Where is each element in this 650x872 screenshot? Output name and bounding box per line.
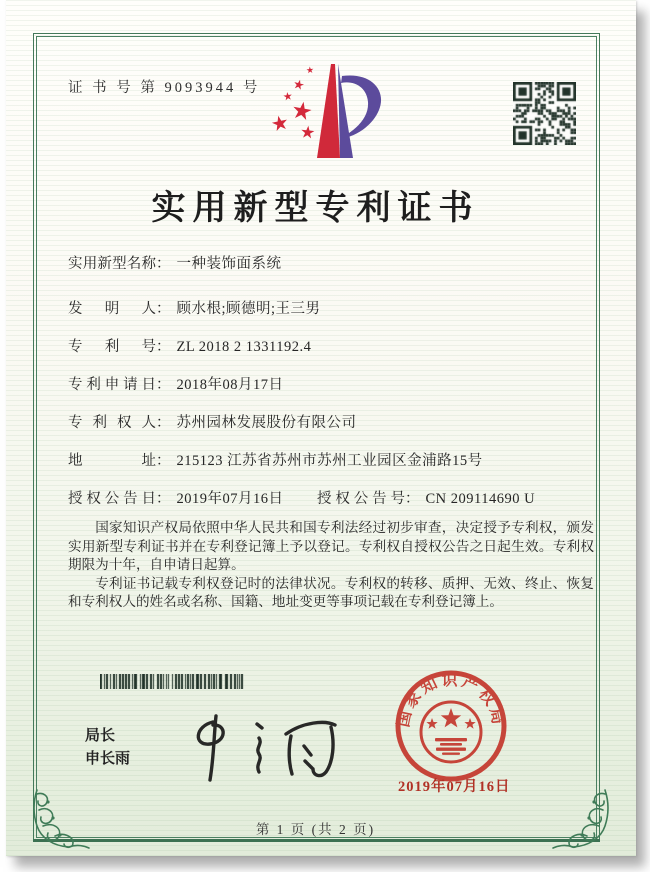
field-colon: ： bbox=[156, 339, 171, 355]
certificate-paper bbox=[6, 0, 636, 856]
field-colon: ： bbox=[156, 377, 171, 393]
field-value: 2018年08月17日 bbox=[176, 377, 284, 393]
field-row bbox=[68, 373, 284, 394]
field-pair-secondary bbox=[317, 487, 535, 508]
field-value: 2019年07月16日 bbox=[176, 491, 284, 507]
certificate-title: 实用新型专利证书 bbox=[151, 190, 480, 227]
certificate-border-bottom-line bbox=[33, 839, 600, 842]
national-emblem-icon bbox=[421, 702, 481, 762]
field-value: 215123 江苏省苏州市苏州工业园区金浦路15号 bbox=[176, 453, 483, 469]
barcode bbox=[100, 674, 246, 689]
field-row bbox=[68, 449, 483, 470]
field-row bbox=[68, 411, 357, 432]
field-label: 专利申请日 bbox=[68, 377, 156, 393]
field-value: CN 209114690 U bbox=[425, 491, 536, 507]
legal-paragraph: 专利证书记载专利权登记时的法律状况。专利权的转移、质押、无效、终止、恢复和专利权人的姓名或名称、国籍、地址变更等事项记载在专利登记簿上。 bbox=[68, 575, 594, 610]
field-value: 苏州园林发展股份有限公司 bbox=[176, 415, 357, 431]
field-value: ZL 2018 2 1331192.4 bbox=[176, 339, 312, 355]
field-colon: ： bbox=[156, 453, 171, 469]
field-colon: ： bbox=[156, 256, 171, 272]
logo-star-icon: ★ bbox=[305, 64, 315, 76]
legal-paragraph: 国家知识产权局依照中华人民共和国专利法经过初步审查，决定授予专利权，颁发实用新型专利证书并在专利登记簿上予以登记。专利权自授权公告之日起生效。专利权期限为十年，自申请日起算。 bbox=[68, 520, 594, 573]
field-value: 一种装饰面系统 bbox=[176, 256, 282, 272]
field-label: 地址 bbox=[68, 453, 156, 469]
field-label: 专利权人 bbox=[68, 415, 156, 431]
field-colon: ： bbox=[156, 301, 171, 317]
logo-star-icon: ★ bbox=[288, 97, 315, 127]
field-colon: ： bbox=[405, 491, 420, 507]
field-colon: ： bbox=[156, 415, 171, 431]
qr-code bbox=[513, 82, 576, 145]
field-row bbox=[68, 297, 321, 318]
signer-block bbox=[85, 724, 130, 770]
logo-star-icon: ★ bbox=[291, 75, 307, 94]
seal-date: 2019年07月16日 bbox=[398, 779, 511, 795]
field-row bbox=[68, 335, 311, 356]
logo-star-icon: ★ bbox=[282, 90, 294, 104]
legal-text bbox=[68, 519, 594, 612]
field-label: 发明人 bbox=[68, 301, 156, 317]
logo-star-icon: ★ bbox=[299, 122, 317, 143]
certificate-number: 证 书 号 第 9093944 号 bbox=[68, 80, 261, 96]
signer-position: 局长 bbox=[85, 727, 116, 744]
field-row bbox=[68, 252, 282, 273]
logo-star-icon: ★ bbox=[268, 111, 292, 137]
field-row bbox=[68, 487, 536, 508]
field-value: 顾水根;顾德明;王三男 bbox=[176, 301, 321, 317]
field-colon: ： bbox=[156, 491, 171, 507]
signer-name: 申长雨 bbox=[85, 750, 131, 767]
field-label: 授权公告日 bbox=[68, 491, 156, 507]
field-label: 专利号 bbox=[68, 339, 156, 355]
field-label: 授权公告号 bbox=[317, 491, 405, 507]
cnipa-logo-icon bbox=[243, 58, 403, 168]
field-label: 实用新型名称 bbox=[68, 256, 156, 272]
seal-ring-text: 国家知识产权局 bbox=[395, 672, 507, 729]
handwritten-signature bbox=[183, 710, 343, 788]
page-number: 第 1 页 (共 2 页) bbox=[255, 822, 376, 837]
logo-spike-and-p-icon bbox=[243, 58, 403, 168]
